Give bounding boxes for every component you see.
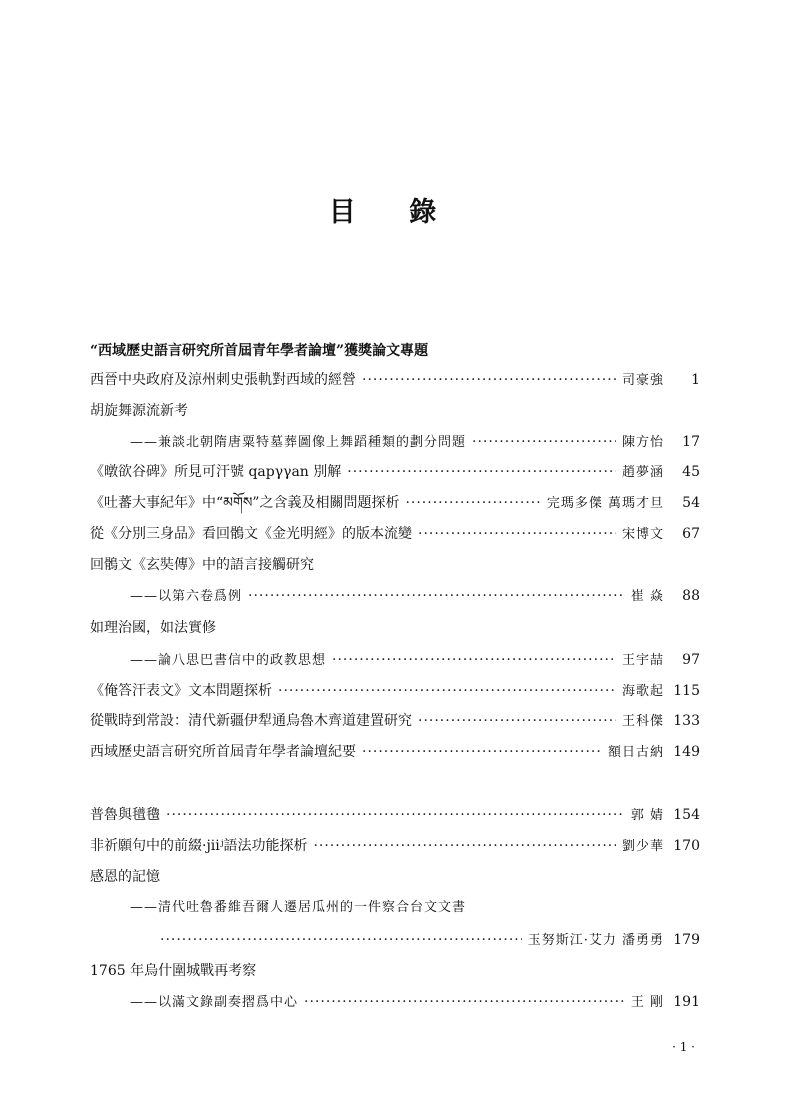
toc-entry[interactable] — [90, 369, 700, 391]
toc-entry — [90, 960, 700, 982]
toc-page: 191 — [673, 994, 700, 1010]
toc-entry[interactable] — [130, 431, 700, 453]
toc-entry[interactable] — [90, 461, 700, 483]
leader-dots — [304, 991, 625, 1013]
toc-title: 《俺答汗表文》文本問題探析 — [90, 683, 272, 699]
toc-title: 西晉中央政府及涼州刺史張軌對西域的經營 — [90, 372, 356, 388]
toc-page: 179 — [673, 932, 700, 948]
toc-page: 154 — [673, 807, 700, 823]
toc-entry[interactable] — [90, 741, 700, 763]
toc-entry[interactable] — [90, 523, 700, 545]
page-title: 目 錄 — [328, 197, 459, 228]
toc-author: 完瑪多傑 萬瑪才旦 — [546, 496, 664, 511]
leader-dots — [332, 649, 616, 671]
leader-dots — [472, 431, 616, 453]
leader-dots — [418, 523, 616, 545]
toc-subtitle: ——清代吐魯番維吾爾人遷居瓜州的一件察合台文文書 — [130, 900, 467, 915]
leader-dots — [347, 461, 616, 483]
toc-title: 胡旋舞源流新考 — [90, 403, 188, 419]
leader-dots — [166, 804, 625, 826]
toc-author: 額日古納 — [607, 745, 664, 760]
toc-page: 149 — [673, 744, 700, 760]
toc-page: 115 — [673, 683, 700, 699]
toc-entry — [90, 400, 700, 422]
leader-dots — [362, 741, 602, 763]
toc-title: 感恩的記憶 — [90, 869, 160, 885]
toc-author: 玉努斯江·艾力 潘勇勇 — [527, 933, 664, 948]
toc-entry[interactable] — [130, 991, 700, 1013]
leader-dots — [405, 492, 540, 514]
toc-entry[interactable] — [130, 649, 700, 671]
page-number: · 1 · — [672, 1040, 695, 1054]
toc-author: 崔 焱 — [630, 589, 664, 604]
toc-page: 133 — [673, 713, 700, 729]
toc-subtitle: ——以第六卷爲例 — [130, 589, 243, 604]
toc-entry[interactable] — [90, 710, 700, 732]
toc-entry[interactable] — [90, 804, 700, 826]
toc-entry[interactable] — [90, 835, 700, 857]
toc-author: 海歌起 — [621, 684, 664, 699]
toc-title: 普魯與氆氌 — [90, 807, 160, 823]
toc-author: 陳方怡 — [621, 435, 664, 450]
leader-dots — [248, 585, 625, 607]
toc-title: 西域歷史語言研究所首屆青年學者論壇紀要 — [90, 744, 356, 760]
toc-author: 王 剛 — [630, 995, 664, 1010]
toc-title: 非祈願句中的前綴·jiiʲ語法功能探析 — [90, 838, 308, 854]
leader-dots — [362, 369, 616, 391]
toc-title: 《暾欲谷碑》所見可汗號 qapγγan 別解 — [90, 464, 342, 480]
toc-title: 1765 年烏什圍城戰再考察 — [90, 963, 257, 979]
toc-author: 王科傑 — [621, 714, 664, 729]
toc-author: 王宇喆 — [621, 653, 664, 668]
toc-entry[interactable] — [160, 929, 700, 951]
toc-subtitle: ——兼談北朝隋唐粟特墓葬圖像上舞蹈種類的劃分問題 — [130, 435, 467, 450]
toc-page: 54 — [682, 495, 700, 511]
toc-page: 17 — [682, 434, 700, 450]
toc-title: 從《分別三身品》看回鶻文《金光明經》的版本流變 — [90, 526, 412, 542]
toc-entry[interactable] — [130, 585, 700, 607]
toc-subtitle: ——論八思巴書信中的政教思想 — [130, 653, 327, 668]
toc-subtitle: ——以滿文錄副奏摺爲中心 — [130, 995, 299, 1010]
leader-dots — [313, 835, 616, 857]
toc-title: 從戰時到常設：清代新疆伊犁通烏魯木齊道建置研究 — [90, 713, 412, 729]
section-heading: “西域歷史語言研究所首屆青年學者論壇”獲獎論文專題 — [90, 343, 429, 359]
toc-entry — [90, 554, 700, 576]
toc-entry — [130, 897, 700, 919]
leader-dots — [418, 710, 616, 732]
toc-page: 97 — [682, 652, 700, 668]
leader-dots — [160, 929, 522, 951]
toc-page: 88 — [682, 588, 700, 604]
toc-entry[interactable] — [90, 492, 700, 514]
toc-entry[interactable] — [90, 680, 700, 702]
toc-author: 宋博文 — [621, 527, 664, 542]
leader-dots — [278, 680, 616, 702]
toc-title: 回鶻文《玄奘傳》中的語言接觸研究 — [90, 557, 314, 573]
toc-author: 司豪強 — [621, 373, 664, 388]
toc-page: 67 — [682, 526, 700, 542]
toc-entry — [90, 866, 700, 888]
toc-author: 趙夢涵 — [621, 465, 664, 480]
toc-author: 郭 婧 — [630, 808, 664, 823]
toc-title: 《吐蕃大事紀年》中“མགོས”之含義及相關問題探析 — [90, 495, 400, 511]
toc-author: 劉少華 — [621, 839, 664, 854]
toc-page: 45 — [682, 464, 700, 480]
toc-page: 1 — [691, 372, 700, 388]
toc-entry — [90, 617, 700, 639]
toc-title: 如理治國，如法實修 — [90, 620, 216, 636]
toc-page: 170 — [673, 838, 700, 854]
